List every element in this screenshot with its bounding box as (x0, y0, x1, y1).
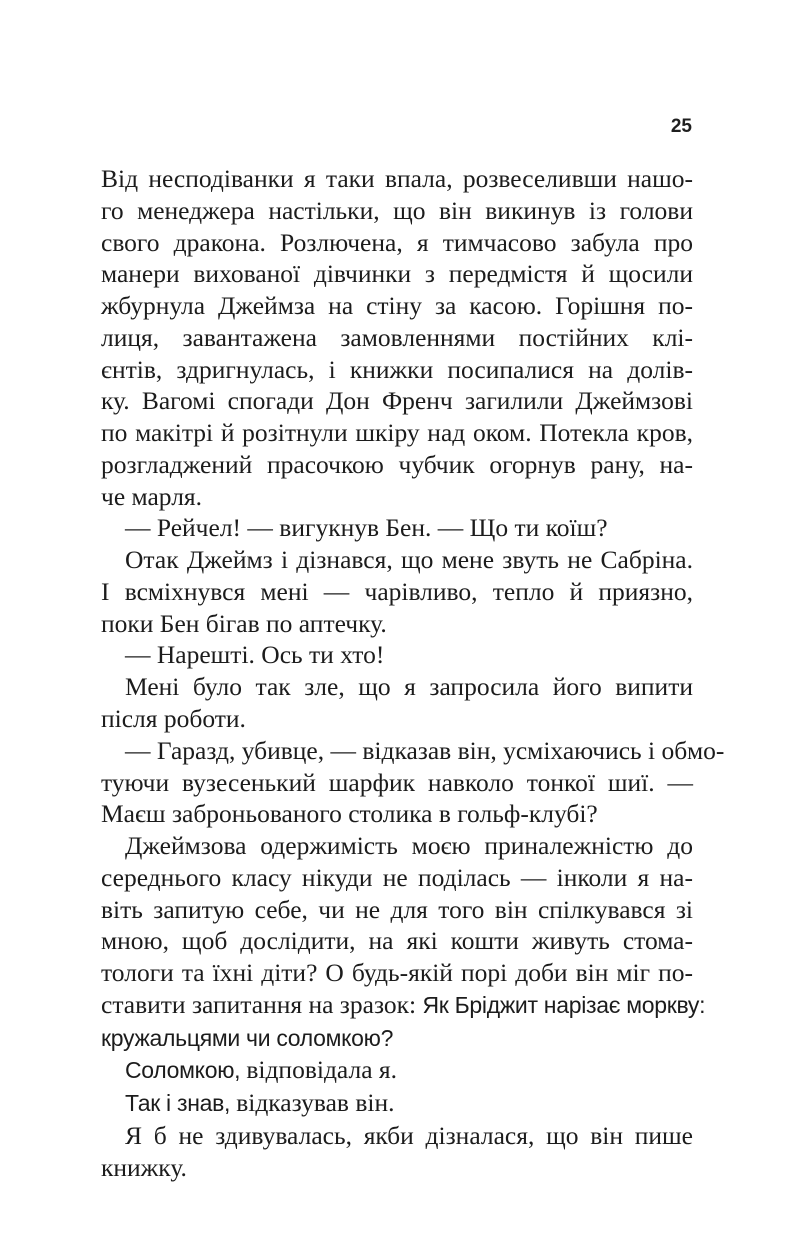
text-line: Джеймзова одержимість моєю приналежністю до (125, 831, 693, 861)
text-line: Отак Джеймз і дізнався, що мене звуть не Сабріна. (125, 545, 693, 575)
text-line: Мені було так зле, що я запросила його випити (125, 672, 693, 702)
text-line: ку. Вагомі спогади Дон Френч загилили Джеймзові (101, 386, 693, 416)
dialogue-line: — Нарешті. Ось ти хто! (125, 640, 385, 670)
text-line: манери вихованої дівчинки з передмістя й щосили (101, 259, 693, 289)
thought-segment: кружальцями чи соломкою? (101, 1024, 394, 1051)
text-line: мною, щоб дослідити, на які кошти живуть стома- (101, 926, 693, 956)
dialogue-line: — Рейчел! — вигукнув Бен. — Що ти коїш? (125, 513, 608, 543)
text-line: че марля. (101, 481, 203, 511)
thought-segment: Як Бріджит нарізає моркву: (422, 991, 706, 1018)
text-line: тологи та їхні діти? О будь-якій порі доби він міг по- (101, 958, 693, 988)
thought-segment: Так і знав, (125, 1090, 237, 1117)
text-line: розгладжений прасочкою чубчик огорнув рану, на- (101, 449, 693, 479)
body-text (101, 163, 725, 1184)
text-line: єнтів, здригнулась, і книжки посипалися на долів- (101, 354, 693, 384)
text-line: віть запитую себе, чи не для того він спілкувався зі (101, 894, 693, 924)
text-line: го менеджера настільки, що він викинув із голови (101, 195, 693, 225)
mixed-line (101, 1054, 693, 1087)
dialogue-line: — Гаразд, убивце, — відказав він, усміхаючись і обмо- (125, 735, 725, 765)
text-line: Я б не здивувалась, якби дізналася, що він пише (125, 1120, 693, 1150)
text-line: книжку. (101, 1152, 187, 1182)
text-line: поки Бен бігав по аптечку. (101, 608, 387, 638)
text-line: Маєш заброньованого столика в гольф-клубі? (101, 799, 598, 829)
serif-segment: ставити запитання на зразок: (101, 989, 423, 1019)
text-line: жбурнула Джеймза на стіну за касою. Горішня по- (101, 291, 693, 321)
thought-segment: Соломкою, (125, 1057, 247, 1084)
text-line: свого дракона. Розлючена, я тимчасово забула про (101, 227, 693, 257)
serif-segment: відповідала я. (246, 1055, 397, 1085)
text-line: після роботи. (101, 704, 246, 734)
text-line: по макітрі й розітнули шкіру над оком. Потекла кров, (101, 418, 693, 448)
mixed-line (101, 1022, 693, 1055)
mixed-line (101, 989, 706, 1022)
text-line: Від несподіванки я таки впала, розвеселивши нашо- (101, 164, 693, 193)
text-line: лиця, завантажена замовленнями постійних клі- (101, 322, 693, 352)
mixed-line (101, 1087, 693, 1120)
text-line: середнього класу нікуди не поділась — інколи я на- (101, 862, 693, 892)
serif-segment: відказував він. (236, 1088, 395, 1118)
text-line: туючи вузесенький шарфик навколо тонкої шиї. — (101, 767, 693, 797)
text-line: І всміхнувся мені — чарівливо, тепло й приязно, (101, 576, 693, 606)
page-number: 25 (670, 116, 692, 137)
